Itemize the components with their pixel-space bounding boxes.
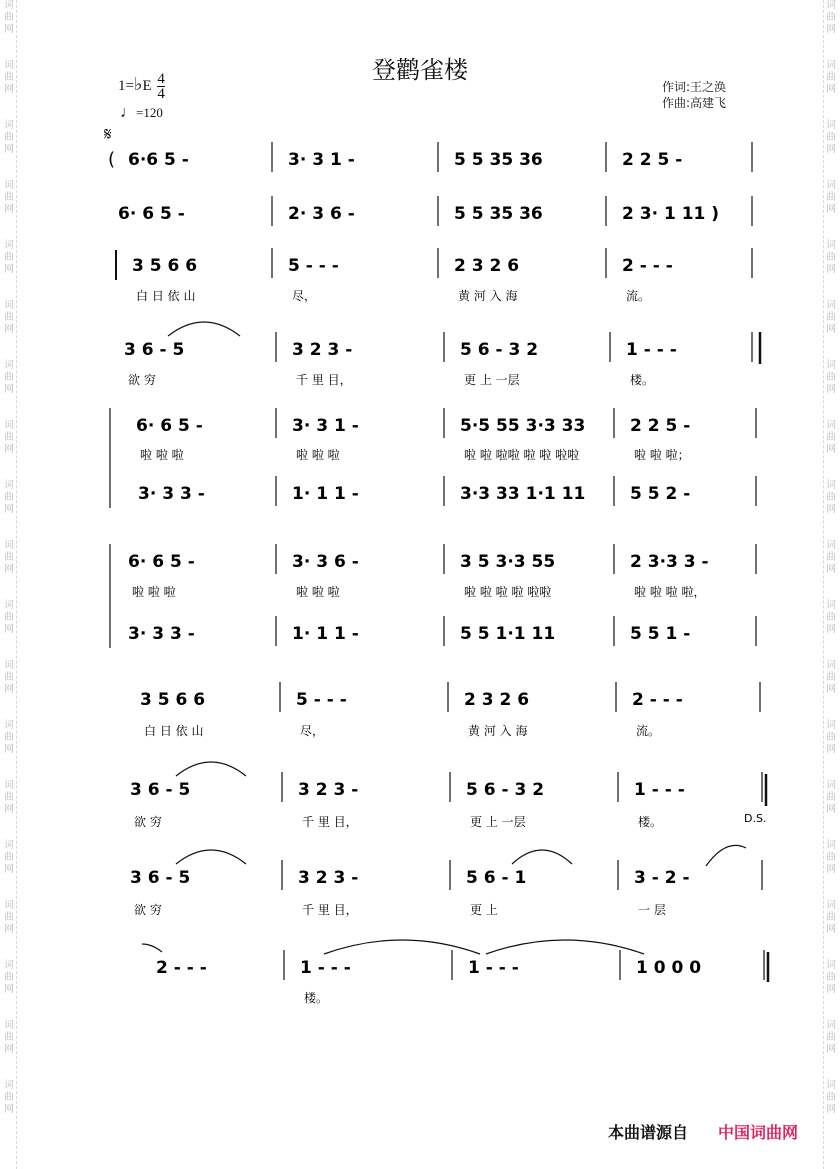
- slur: [176, 850, 246, 864]
- watermark-text: 词 曲 网: [4, 660, 14, 695]
- measure-notes: 3 6 - 5: [130, 780, 191, 800]
- composer-credit: 作曲:高建飞: [662, 96, 727, 110]
- lyric-text: 啦 啦 啦: [296, 585, 340, 599]
- watermark-text: 词 曲 网: [826, 1020, 836, 1055]
- measure-notes: 3·3 33 1·1 11: [460, 484, 586, 504]
- quarter-note-icon: ♩: [120, 104, 136, 121]
- lyric-text: 啦 啦 啦: [140, 448, 184, 462]
- watermark-text: 词 曲 网: [4, 60, 14, 95]
- watermark-text: 词 曲 网: [826, 780, 836, 815]
- ds-mark: D.S.: [744, 812, 767, 825]
- watermark-text: 词 曲 网: [4, 1080, 14, 1115]
- key-note: E: [142, 77, 152, 94]
- lyric-text: 更 上: [470, 903, 498, 917]
- watermark-text: 词 曲 网: [4, 720, 14, 755]
- measure-notes: 2 - - -: [622, 256, 673, 276]
- measure-notes: 6· 6 5 -: [118, 204, 185, 224]
- watermark-text: 词 曲 网: [4, 0, 14, 35]
- watermark-text: 词 曲 网: [826, 840, 836, 875]
- measure-notes: 1 - - -: [634, 780, 685, 800]
- lyric-text: 白 日 依 山: [144, 724, 204, 738]
- watermark-text: 词 曲 网: [826, 660, 836, 695]
- lyric-text: 千 里 目，: [302, 903, 358, 917]
- watermark-text: 词 曲 网: [826, 720, 836, 755]
- watermark-text: 词 曲 网: [4, 960, 14, 995]
- measure-notes: 2 2 5 -: [630, 416, 691, 436]
- measure-notes: 1 - - -: [300, 958, 351, 978]
- measure-notes: 6· 6 5 -: [128, 552, 195, 572]
- measure-notes: 2 3 2 6: [454, 256, 520, 276]
- lyric-text: 白 日 依 山: [136, 289, 196, 303]
- footer-site-link[interactable]: 中国词曲网: [718, 1123, 799, 1142]
- lyric-text: 千 里 目，: [302, 815, 358, 829]
- measure-notes: 6· 6 5 -: [136, 416, 203, 436]
- watermark-text: 词 曲 网: [4, 420, 14, 455]
- lyric-text: 流。: [626, 289, 651, 303]
- measure-notes: 5 6 - 3 2: [460, 340, 539, 360]
- slur: [706, 845, 746, 866]
- watermark-text: 词 曲 网: [826, 540, 836, 575]
- measure-notes: 2 - - -: [156, 958, 207, 978]
- watermark-text: 词 曲 网: [826, 600, 836, 635]
- measure-notes: 3 5 3·3 55: [460, 552, 556, 572]
- watermark-text: 词 曲 网: [826, 180, 836, 215]
- watermark-text: 词 曲 网: [4, 600, 14, 635]
- lyric-text: 黄 河 入 海: [458, 289, 518, 303]
- measure-notes: 5 5 35 36: [454, 150, 543, 170]
- watermark-text: 词 曲 网: [4, 1020, 14, 1055]
- watermark-text: 词 曲 网: [4, 840, 14, 875]
- watermark-text: 词 曲 网: [826, 960, 836, 995]
- watermark-text: 词 曲 网: [826, 480, 836, 515]
- lyric-text: 一 层: [638, 903, 666, 917]
- watermark-text: 词 曲 网: [826, 1080, 836, 1115]
- measure-notes: 5 5 35 36: [454, 204, 543, 224]
- measure-notes: 5 5 1 -: [630, 624, 691, 644]
- measure-notes: 3· 3 3 -: [128, 624, 195, 644]
- watermark-text: 词 曲 网: [4, 180, 14, 215]
- measure-notes: 5 5 2 -: [630, 484, 691, 504]
- measure-notes: 5 6 - 3 2: [466, 780, 545, 800]
- measure-notes: 1· 1 1 -: [292, 484, 359, 504]
- song-title: 登鹳雀楼: [372, 56, 468, 84]
- time-top: 4: [157, 71, 165, 87]
- lyric-text: 啦 啦 啦啦 啦 啦 啦啦: [464, 448, 580, 462]
- measure-notes: 3 6 - 5: [124, 340, 185, 360]
- segno-icon: 𝄋: [104, 124, 112, 145]
- lyric-text: 更 上 一层: [464, 373, 520, 387]
- lyric-text: 欲 穷: [134, 815, 162, 829]
- watermark-text: 词 曲 网: [4, 900, 14, 935]
- watermark-text: 词 曲 网: [826, 300, 836, 335]
- lyric-text: 啦 啦 啦 啦，: [634, 585, 706, 599]
- measure-notes: 3· 3 3 -: [138, 484, 205, 504]
- watermark-text: 词 曲 网: [4, 360, 14, 395]
- lyric-text: 欲 穷: [134, 903, 162, 917]
- lyricist-credit: 作词:王之涣: [662, 80, 727, 94]
- lyric-text: 啦 啦 啦 啦 啦啦: [464, 585, 552, 599]
- lyric-text: 欲 穷: [128, 373, 156, 387]
- measure-notes: 6·6 5 -: [128, 150, 189, 170]
- lyric-text: 流。: [636, 724, 661, 738]
- measure-notes: 3 5 6 6: [140, 690, 206, 710]
- time-bottom: 4: [157, 86, 165, 102]
- key-prefix: 1=: [118, 77, 134, 94]
- slur: [142, 944, 162, 952]
- lyric-text: 啦 啦 啦；: [634, 448, 690, 462]
- measure-notes: 1 - - -: [626, 340, 677, 360]
- measure-notes: 3· 3 1 -: [288, 150, 355, 170]
- watermark-text: 词 曲 网: [4, 780, 14, 815]
- watermark-text: 词 曲 网: [826, 420, 836, 455]
- measure-notes: 2 3·3 3 -: [630, 552, 709, 572]
- lyric-text: 啦 啦 啦: [132, 585, 176, 599]
- watermark-text: 词 曲 网: [826, 240, 836, 275]
- watermark-text: 词 曲 网: [4, 540, 14, 575]
- measure-notes: 5 - - -: [288, 256, 339, 276]
- watermark-text: 词 曲 网: [4, 240, 14, 275]
- watermark-text: 词 曲 网: [826, 900, 836, 935]
- measure-notes: 3 2 3 -: [292, 340, 353, 360]
- measure-notes: 2 - - -: [632, 690, 683, 710]
- watermark-text: 词 曲 网: [826, 0, 836, 35]
- slur: [168, 322, 240, 336]
- measure-notes: 1 0 0 0: [636, 958, 702, 978]
- footer-source-label: 本曲谱源自: [608, 1123, 689, 1142]
- measure-notes: 5 - - -: [296, 690, 347, 710]
- measure-notes: 3· 3 1 -: [292, 416, 359, 436]
- flat-sign: ♭: [133, 73, 143, 94]
- measure-notes: 3· 3 6 -: [292, 552, 359, 572]
- measure-notes: 3 - 2 -: [634, 868, 690, 888]
- measure-notes: 1 - - -: [468, 958, 519, 978]
- watermark-text: 词 曲 网: [826, 360, 836, 395]
- lyric-text: 千 里 目，: [296, 373, 352, 387]
- lyric-text: 楼。: [304, 991, 329, 1005]
- measure-notes: 2 3 2 6: [464, 690, 530, 710]
- measure-notes: 3 2 3 -: [298, 780, 359, 800]
- watermark-text: 词 曲 网: [4, 480, 14, 515]
- slur: [324, 940, 480, 954]
- watermark-text: 词 曲 网: [4, 300, 14, 335]
- lyric-text: 更 上 一层: [470, 815, 526, 829]
- measure-notes: 3 5 6 6: [132, 256, 198, 276]
- measure-notes: 2 2 5 -: [622, 150, 683, 170]
- measure-notes: 2 3· 1 11 ): [622, 204, 720, 224]
- slur: [176, 762, 246, 776]
- measure-notes: 5 5 1·1 11: [460, 624, 556, 644]
- lyric-text: 尽，: [300, 724, 325, 738]
- measure-notes: 5·5 55 3·3 33: [460, 416, 586, 436]
- tempo-value: =120: [136, 105, 163, 120]
- watermark-text: 词 曲 网: [4, 120, 14, 155]
- measure-notes: 1· 1 1 -: [292, 624, 359, 644]
- lyric-text: 黄 河 入 海: [468, 724, 528, 738]
- measure-notes: 5 6 - 1: [466, 868, 527, 888]
- measure-notes: 2· 3 6 -: [288, 204, 355, 224]
- lyric-text: 啦 啦 啦: [296, 448, 340, 462]
- measure-notes: 3 2 3 -: [298, 868, 359, 888]
- watermark-text: 词 曲 网: [826, 120, 836, 155]
- open-parenthesis: (: [108, 149, 116, 170]
- slur: [512, 850, 572, 864]
- lyric-text: 楼。: [630, 373, 655, 387]
- watermark-text: 词 曲 网: [826, 60, 836, 95]
- lyric-text: 尽，: [292, 289, 317, 303]
- lyric-text: 楼。: [638, 815, 663, 829]
- measure-notes: 3 6 - 5: [130, 868, 191, 888]
